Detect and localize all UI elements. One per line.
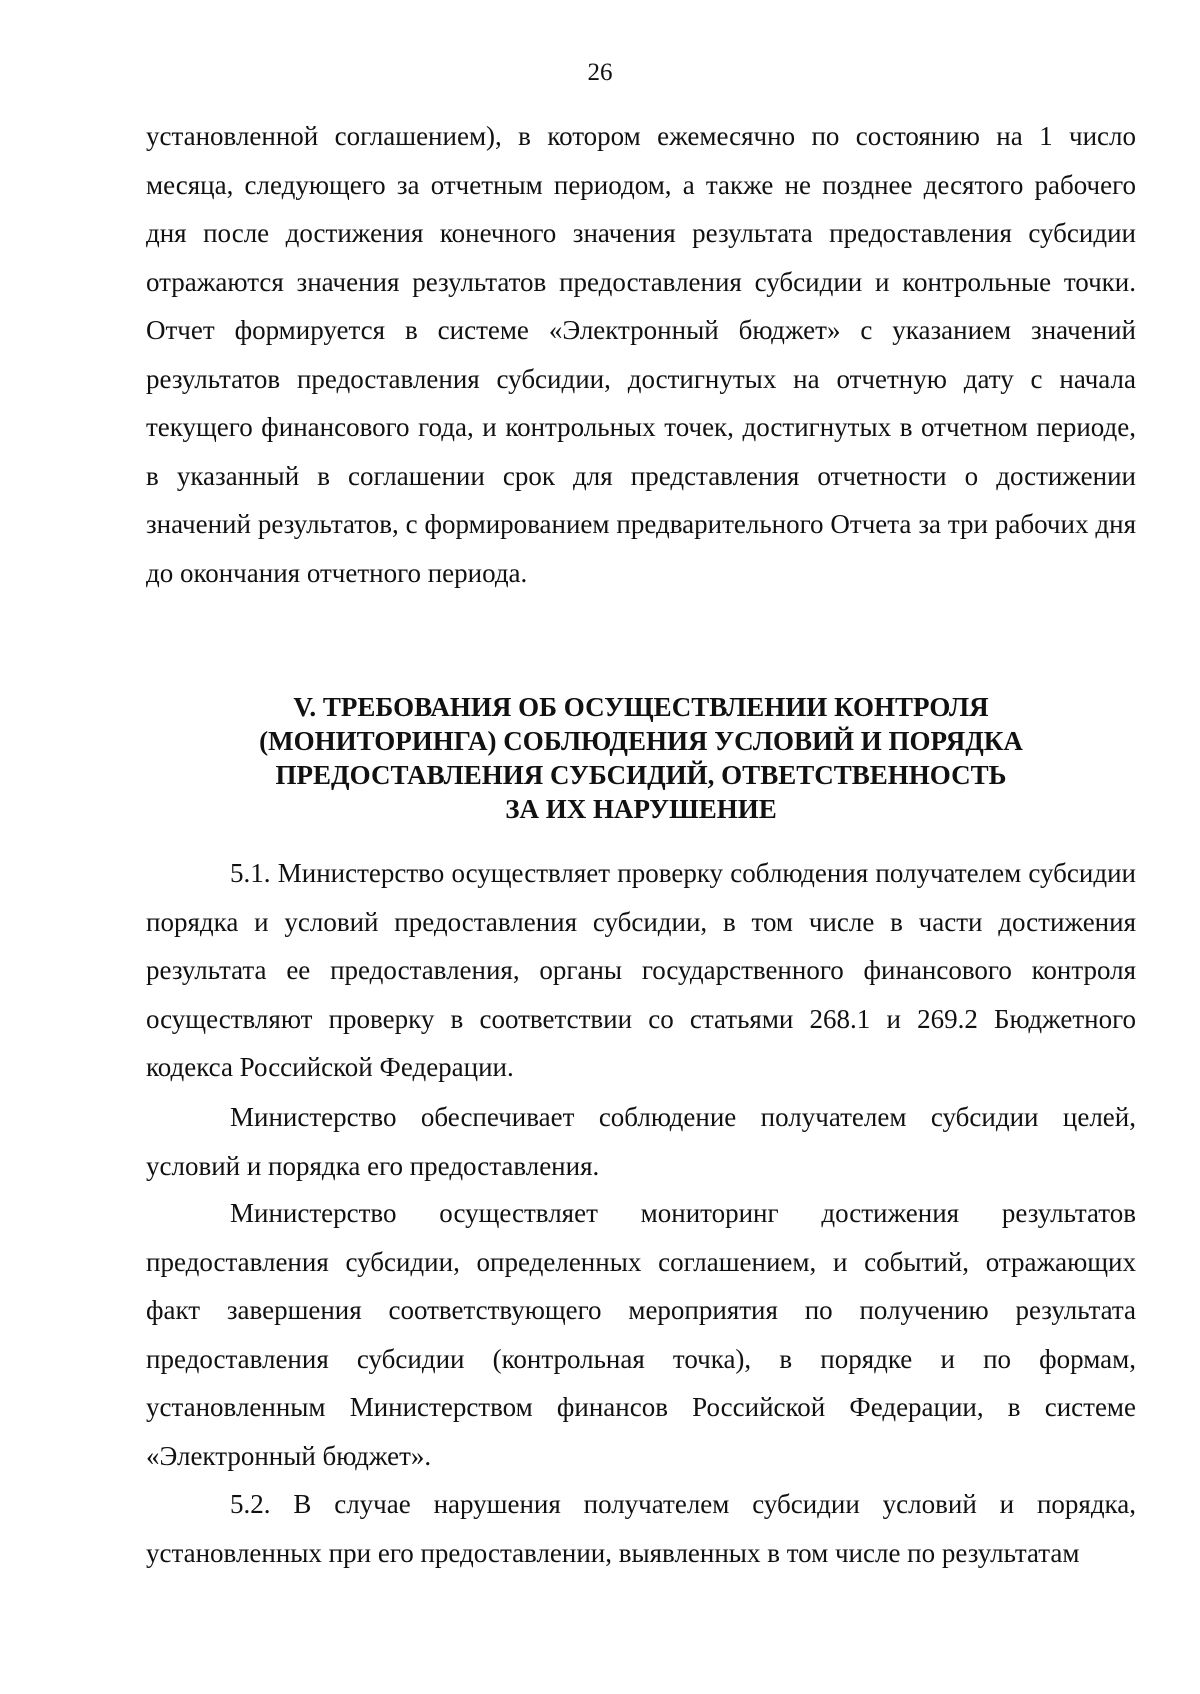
- paragraph-ministry-monitors: Министерство осуществляет мониторинг достижения результатов предоставления субсидии, определенных соглашением, и событий, отражающих факт завершения соответствующего мероприятия по получению результата предоставления субсидии (контрольная точка), в порядке и по формам, установленным Министерством финансов Российской Федерации, в системе «Электронный бюджет».: [146, 1198, 1136, 1471]
- paragraph-report-continuation: установленной соглашением), в котором ежемесячно по состоянию на 1 число месяца, следующего за отчетным периодом, а также не позднее десятого рабочего дня после достижения конечного значения результата предоставления субсидии отражаются значения результатов предоставления субсидии и контрольные точки. Отчет формируется в системе «Электронный бюджет» с указанием значений результатов предоставления субсидии, достигнутых на отчетную дату с начала текущего финансового года, и контрольных точек, достигнутых в отчетном периоде, в указанный в соглашении срок для представления отчетности о достижении значений результатов, с формированием предварительного Отчета за три рабочих дня до окончания отчетного периода.: [146, 121, 1136, 588]
- section-heading-line-4: ЗА ИХ НАРУШЕНИЕ: [505, 794, 777, 824]
- section-heading: [146, 690, 1136, 826]
- section-heading-line-1: V. ТРЕБОВАНИЯ ОБ ОСУЩЕСТВЛЕНИИ КОНТРОЛЯ: [293, 692, 989, 722]
- paragraph-5-2: 5.2. В случае нарушения получателем субсидии условий и порядка, установленных при его предоставлении, выявленных в том числе по результатам: [146, 1489, 1136, 1568]
- paragraph-5-1: 5.1. Министерство осуществляет проверку соблюдения получателем субсидии порядка и условий предоставления субсидии, в том числе в части достижения результата ее предоставления, органы государственного финансового контроля осуществляют проверку в соответствии со статьями 268.1 и 269.2 Бюджетного кодекса Российской Федерации.: [146, 858, 1136, 1082]
- page-number: 26: [587, 59, 613, 86]
- section-heading-line-3: ПРЕДОСТАВЛЕНИЯ СУБСИДИЙ, ОТВЕТСТВЕННОСТЬ: [275, 760, 1007, 790]
- paragraph-ministry-ensures: Министерство обеспечивает соблюдение получателем субсидии целей, условий и порядка его предоставления.: [146, 1102, 1136, 1181]
- section-heading-line-2: (МОНИТОРИНГА) СОБЛЮДЕНИЯ УСЛОВИЙ И ПОРЯДКА: [259, 726, 1023, 756]
